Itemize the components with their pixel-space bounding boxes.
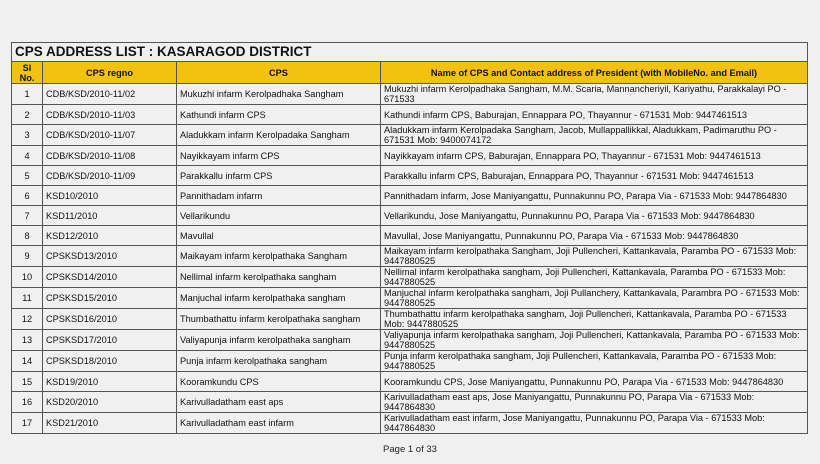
sl-cell: 15 (12, 372, 43, 392)
sl-cell: 5 (12, 166, 43, 186)
regno-cell: KSD20/2010 (43, 392, 177, 413)
table-row (12, 372, 808, 392)
title-row (12, 43, 808, 62)
table-row (12, 351, 808, 372)
sl-cell: 2 (12, 105, 43, 125)
cps-cell: Valiyapunja infarm kerolpathaka sangham (177, 330, 381, 351)
sl-cell: 14 (12, 351, 43, 372)
regno-cell: CPSKSD18/2010 (43, 351, 177, 372)
cps-cell: Maikayam infarm kerolpathaka Sangham (177, 246, 381, 267)
regno-cell: CPSKSD14/2010 (43, 267, 177, 288)
column-header-address: Name of CPS and Contact address of President (with MobileNo. and Email) (381, 62, 808, 84)
address-cell: Kooramkundu CPS, Jose Maniyangattu, Punnakunnu PO, Parapa Via - 671533 Mob: 9447864830 (381, 372, 808, 392)
address-cell: Mavullal, Jose Maniyangattu, Punnakunnu PO, Parapa Via - 671533 Mob: 9447864830 (381, 226, 808, 246)
address-cell: Nellimal infarm kerolpathaka sangham, Joji Pullencheri, Kattankavala, Paramba PO - 671533 Mob: 9447880525 (381, 267, 808, 288)
address-cell: Kathundi infarm CPS, Baburajan, Ennappara PO, Thayannur - 671531 Mob: 9447461513 (381, 105, 808, 125)
table-row (12, 166, 808, 186)
sl-cell: 16 (12, 392, 43, 413)
table-row (12, 84, 808, 105)
cps-cell: Thumbathattu infarm kerolpathaka sangham (177, 309, 381, 330)
regno-cell: KSD11/2010 (43, 206, 177, 226)
regno-cell: KSD12/2010 (43, 226, 177, 246)
regno-cell: CDB/KSD/2010-11/07 (43, 125, 177, 146)
cps-cell: Nellimal infarm kerolpathaka sangham (177, 267, 381, 288)
regno-cell: CPSKSD17/2010 (43, 330, 177, 351)
column-header-cps: CPS (177, 62, 381, 84)
regno-cell: CPSKSD15/2010 (43, 288, 177, 309)
table-row (12, 206, 808, 226)
table-row (12, 246, 808, 267)
sl-cell: 17 (12, 413, 43, 434)
cps-cell: Kathundi infarm CPS (177, 105, 381, 125)
cps-cell: Punja infarm kerolpathaka sangham (177, 351, 381, 372)
sl-cell: 4 (12, 146, 43, 166)
regno-cell: KSD19/2010 (43, 372, 177, 392)
sl-cell: 13 (12, 330, 43, 351)
header-row (12, 62, 808, 84)
table-row (12, 309, 808, 330)
cps-cell: Parakkallu infarm CPS (177, 166, 381, 186)
regno-cell: CDB/KSD/2010-11/02 (43, 84, 177, 105)
sl-cell: 1 (12, 84, 43, 105)
table-row (12, 226, 808, 246)
table-row (12, 288, 808, 309)
cps-cell: Aladukkam infarm Kerolpadaka Sangham (177, 125, 381, 146)
address-cell: Punja infarm kerolpathaka sangham, Joji Pullencheri, Kattankavala, Paramba PO - 671533 Mob: 9447880525 (381, 351, 808, 372)
cps-cell: Mukuzhi infarm Kerolpadhaka Sangham (177, 84, 381, 105)
sl-cell: 8 (12, 226, 43, 246)
table-row (12, 413, 808, 434)
address-cell: Pannithadam infarm, Jose Maniyangattu, Punnakunnu PO, Parapa Via - 671533 Mob: 9447864830 (381, 186, 808, 206)
column-header-sl-no: Sl No. (12, 62, 43, 84)
cps-cell: Pannithadam infarm (177, 186, 381, 206)
table-row (12, 125, 808, 146)
cps-cell: Nayikkayam infarm CPS (177, 146, 381, 166)
address-cell: Karivulladatham east aps, Jose Maniyangattu, Punnakunnu PO, Parapa Via - 671533 Mob: 9447864830 (381, 392, 808, 413)
sl-cell: 12 (12, 309, 43, 330)
table-row (12, 330, 808, 351)
sl-cell: 3 (12, 125, 43, 146)
sl-cell: 7 (12, 206, 43, 226)
cps-cell: Karivulladatham east aps (177, 392, 381, 413)
table-row (12, 105, 808, 125)
regno-cell: CPSKSD16/2010 (43, 309, 177, 330)
sl-cell: 6 (12, 186, 43, 206)
address-cell: Mukuzhi infarm Kerolpadhaka Sangham, M.M. Scaria, Mannancheriyil, Kariyathu, Parakkalayi PO - 671533 (381, 84, 808, 105)
regno-cell: CPSKSD13/2010 (43, 246, 177, 267)
regno-cell: CDB/KSD/2010-11/03 (43, 105, 177, 125)
address-cell: Vellarikundu, Jose Maniyangattu, Punnakunnu PO, Parapa Via - 671533 Mob: 9447864830 (381, 206, 808, 226)
table-row (12, 392, 808, 413)
address-cell: Nayikkayam infarm CPS, Baburajan, Ennappara PO, Thayannur - 671531 Mob: 9447461513 (381, 146, 808, 166)
table-row (12, 146, 808, 166)
cps-cell: Mavullal (177, 226, 381, 246)
address-cell: Parakkallu infarm CPS, Baburajan, Ennappara PO, Thayannur - 671531 Mob: 9447461513 (381, 166, 808, 186)
document-title: CPS ADDRESS LIST : KASARAGOD DISTRICT (12, 43, 808, 62)
regno-cell: KSD10/2010 (43, 186, 177, 206)
regno-cell: KSD21/2010 (43, 413, 177, 434)
address-cell: Aladukkam infarm Kerolpadaka Sangham, Jacob, Mullappallikkal, Aladukkam, Padimaruthu PO - 671531 Mob: 9400074172 (381, 125, 808, 146)
cps-address-table (11, 42, 808, 434)
regno-cell: CDB/KSD/2010-11/08 (43, 146, 177, 166)
cps-cell: Karivulladatham east infarm (177, 413, 381, 434)
table-row (12, 186, 808, 206)
cps-cell: Kooramkundu CPS (177, 372, 381, 392)
regno-cell: CDB/KSD/2010-11/09 (43, 166, 177, 186)
cps-cell: Manjuchal infarm kerolpathaka sangham (177, 288, 381, 309)
address-cell: Thumbathattu infarm kerolpathaka sangham, Joji Pullencheri, Kattankavala, Paramba PO - 671533 Mob: 9447880525 (381, 309, 808, 330)
address-cell: Manjuchal infarm kerolpathaka sangham, Joji Pullanchery, Kattankavala, Parambra PO - 671533 Mob: 9447880525 (381, 288, 808, 309)
cps-cell: Vellarikundu (177, 206, 381, 226)
sl-cell: 9 (12, 246, 43, 267)
column-header-cps-regno: CPS regno (43, 62, 177, 84)
sl-cell: 11 (12, 288, 43, 309)
table-row (12, 267, 808, 288)
address-cell: Maikayam infarm kerolpathaka Sangham, Joji Pullencheri, Kattankavala, Paramba PO - 671533 Mob: 9447880525 (381, 246, 808, 267)
address-cell: Karivulladatham east infarm, Jose Maniyangattu, Punnakunnu PO, Parapa Via - 671533 Mob: 9447864830 (381, 413, 808, 434)
address-cell: Valiyapunja infarm kerolpathaka sangham, Joji Pullencheri, Kattankavala, Paramba PO - 671533 Mob: 9447880525 (381, 330, 808, 351)
sl-cell: 10 (12, 267, 43, 288)
page-footer: Page 1 of 33 (383, 444, 437, 455)
